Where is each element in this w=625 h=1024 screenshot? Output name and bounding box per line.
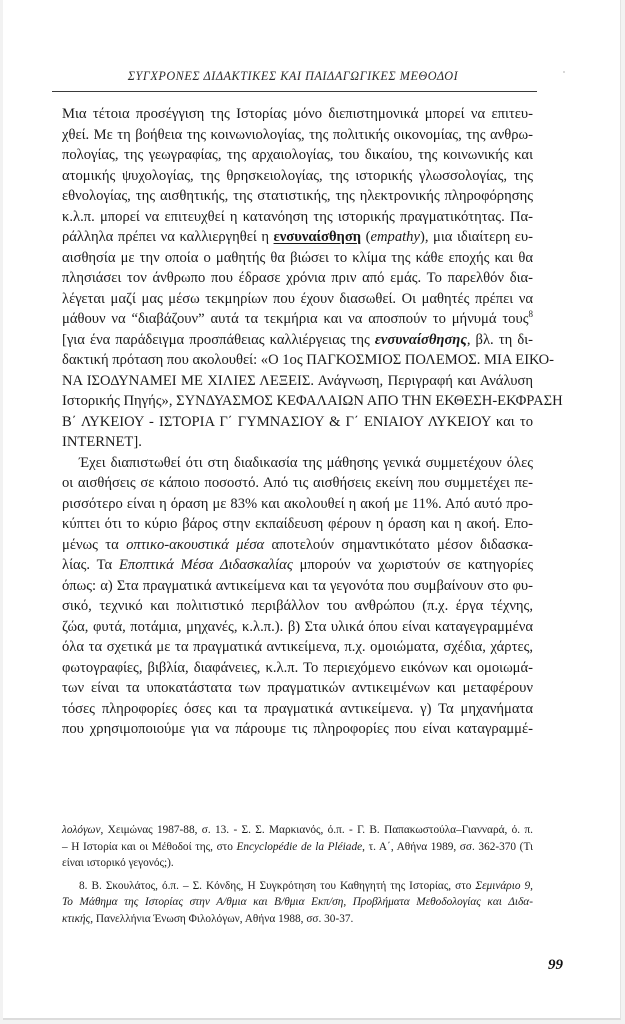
text-line: [62, 309, 533, 330]
text-run: μάθουν να “διαβάζουν” αυτά τα τεκμήρια και να αποσπούν το μήνυμά τους: [62, 311, 529, 327]
text-run: , τ. Α΄, Αθήνα 1989, σσ. 362-370 (Τι: [362, 840, 533, 853]
footnote-line: [62, 878, 533, 895]
footnote-ref-8[interactable]: 8: [528, 309, 533, 319]
text-line: χθεί. Με τη βοήθεια της κοινωνιολογίας, της πολιτικής οικονομίας, της ανθρω-: [62, 126, 533, 143]
text-run: , Χειμώνας 1987-88, σ. 13. - Σ. Σ. Μαρκιανός, ό.π. - Γ. Β. Παπακωστούλα–Γιανναρά, ό. π.: [100, 824, 533, 836]
text-run: λολόγων: [62, 824, 101, 836]
book-page: [3, 0, 621, 1020]
text-line: δακτική πρόταση που ακολουθεί: «Ο 1ος ΠΑΓΚΟΣΜΙΟΣ ΠΟΛΕΜΟΣ. ΜΙΑ ΕΙΚΟ-: [62, 352, 554, 368]
text-line: όλα τα σχετικά με τα πραγματικά αντικείμενα, π.χ. ομοιώματα, σχέδια, χάρτες,: [62, 639, 533, 655]
text-run: , Πανελλήνια Ένωση Φιλολόγων, Αθήνα 1988, σσ. 30-37.: [90, 912, 354, 925]
body-text: [62, 104, 563, 740]
text-line: φωτογραφίες, βιβλία, διαφάνειες, κ.λ.π. Το περιεχόμενο εικόνων και ομοιωμά-: [62, 659, 533, 676]
citation-title: Σεμινάριο 9,: [475, 879, 533, 892]
term-empathy-english: empathy: [370, 229, 420, 245]
text-line: [62, 330, 533, 351]
running-head: ΣΥΓΧΡΟΝΕΣ ΔΙΔΑΚΤΙΚΕΣ ΚΑΙ ΠΑΙΔΑΓΩΓΙΚΕΣ ΜΕΘΟΔΟΙ: [127, 69, 459, 83]
text-line: Ιστορικής Πηγής», ΣΥΝΔΥΑΣΜΟΣ ΚΕΦΑΛΑΙΩΝ ΑΠΟ ΤΗΝ ΕΚΘΕΣΗ-ΕΚΦΡΑΣΗ: [62, 393, 563, 409]
text-run: μπορούν να χωριστούν σε κατηγορίες: [292, 557, 533, 573]
text-line: ζώα, φυτά, ποτάμια, μηχανές, κ.λ.π.). β) Στα υλικά όπου είναι καταγεγραμμένα: [62, 618, 533, 635]
term-empathy-greek: ενσυναίσθηση: [273, 229, 362, 245]
page-number: 99: [548, 957, 563, 973]
text-line: ατομικής ψυχολογίας, της θρησκειολογίας, της ιστορικής γλωσσολογίας, της: [62, 167, 533, 184]
text-run: λίας. Τα: [62, 557, 119, 573]
footnote-continued: [62, 822, 533, 872]
text-run: αποτελούν σημαντικότατο μέσον διδασκα-: [264, 536, 533, 553]
text-line: λέγεται μαζί μας μέσω τεκμηρίων που έχουν διασωθεί. Οι μαθητές πρέπει να: [62, 290, 533, 307]
text-line: κ.λ.π. μπορεί να επιτευχθεί η κατανόηση της ιστορικής πραγματικότητας. Πα-: [62, 208, 533, 225]
text-line: Μια τέτοια προσέγγιση της Ιστορίας μόνο διεπιστημονικά μπορεί να επιτευ-: [62, 106, 533, 122]
footnote-line: [62, 839, 533, 856]
footnotes: [62, 822, 533, 927]
text-line: αισθησία με την οποία ο μαθητής θα βιώσει το κλίμα της κάθε εποχής και θα: [62, 249, 533, 266]
term-audiovisual: οπτικο-ακουστικά μέσα: [126, 536, 265, 553]
text-run: μένως τα: [62, 536, 127, 553]
footnote-line: [62, 822, 533, 839]
term-teaching-aids: Εποπτικά Μέσα Διδασκαλίας: [118, 557, 293, 573]
text-line: [62, 227, 533, 248]
scan-speck: [563, 71, 565, 73]
header-rule: [52, 91, 537, 92]
text-line: ΝΑ ΙΣΟΔΥΝΑΜΕΙ ΜΕ ΧΙΛΙΕΣ ΛΕΞΕΙΣ. Ανάγνωση, Περιγραφή και Ανάλυση: [62, 372, 533, 389]
text-line: εθνολογίας, της αισθητικής, της στατιστικής, της ηλεκτρονικής πληροφόρησης: [62, 188, 533, 204]
text-run: 8. Β. Σκουλάτος, ό.π. – Σ. Κόνδης, Η Συγκρότηση του Καθηγητή της Ιστορίας, στο: [79, 879, 476, 892]
text-line: πολογίας, της γεωγραφίας, της αρχαιολογίας, του δικαίου, της κοινωνικής και: [62, 147, 533, 163]
text-line: Έχει διαπιστωθεί ότι στη διαδικασία της μάθησης γενικά συμμετέχουν όλες: [79, 454, 533, 471]
text-run: , βλ. τη δι-: [466, 331, 533, 348]
footnote-line: είναι ιστορικό γεγονός;).: [62, 857, 174, 869]
text-line: σικό, τεχνικό και πολιτιστικό περιβάλλον του ανθρώπου (π.χ. έργα τέχνης,: [62, 598, 533, 614]
paragraph-2: [62, 453, 533, 740]
text-line: Β΄ ΛΥΚΕΙΟΥ - ΙΣΤΟΡΙΑ Γ΄ ΓΥΜΝΑΣΙΟΥ & Γ΄ ΕΝΙΑΙΟΥ ΛΥΚΕΙΟΥ και το: [62, 413, 533, 430]
text-run: – Η Ιστορία και οι Μέθοδοί της, στο: [62, 840, 237, 853]
text-line: [62, 555, 533, 576]
text-run: ), μια ιδιαίτερη ευ-: [419, 229, 534, 245]
citation-title: κτικής: [62, 912, 91, 925]
text-line: ρισσότερο είναι η όραση με 83% και ακολουθεί η ακοή με 11%. Από αυτό προ-: [62, 495, 533, 512]
text-run: [για ένα παράδειγμα προσπάθειας καλλιέργειας της: [62, 331, 375, 348]
text-line: κύπτει ότι το κύριο βάρος στην εκπαίδευση φέρουν η όραση και η ακοή. Επο-: [62, 516, 533, 532]
text-line: [62, 535, 533, 556]
footnote-line: [62, 911, 533, 928]
text-line: των είναι τα υποκατάστατα των πραγματικών αντικειμένων και μεταφέρουν: [62, 680, 533, 696]
text-run: ράλληλα πρέπει να καλλιεργηθεί η: [62, 229, 274, 245]
footnote-line: Το Μάθημα της Ιστορίας στην Α/θμια και Β/θμια Εκπ/ση, Προβλήματα Μεθοδολογίας και Διδα-: [62, 896, 533, 908]
text-line: πλησιάσει τον άνθρωπο που έδρασε χρόνια πριν από εμάς. Το παρελθόν δια-: [62, 270, 533, 286]
term-empathy-emphasis: ενσυναίσθησης: [374, 331, 467, 348]
text-line: οι αισθήσεις σε κάποιο ποσοστό. Από τις αισθήσεις εκείνη που συμμετέχει πε-: [62, 475, 533, 491]
text-line: INTERNET].: [62, 434, 142, 450]
paragraph-1: [62, 104, 563, 453]
text-line: όπως: α) Στα πραγματικά αντικείμενα και τα γεγονότα που συμβαίνουν στο φυ-: [62, 577, 533, 594]
text-run: (: [361, 229, 371, 245]
footnote-8: [62, 878, 533, 928]
text-line: τόσες πληροφορίες όσες και τα πραγματικά αντικείμενα. γ) Τα μηχανήματα: [62, 700, 533, 717]
citation-title: Encyclopédie de la Pléiade: [236, 840, 363, 853]
text-line: που χρησιμοποιούμε για να πάρουμε τις πληροφορίες που είναι καταγραμμέ-: [62, 721, 533, 737]
